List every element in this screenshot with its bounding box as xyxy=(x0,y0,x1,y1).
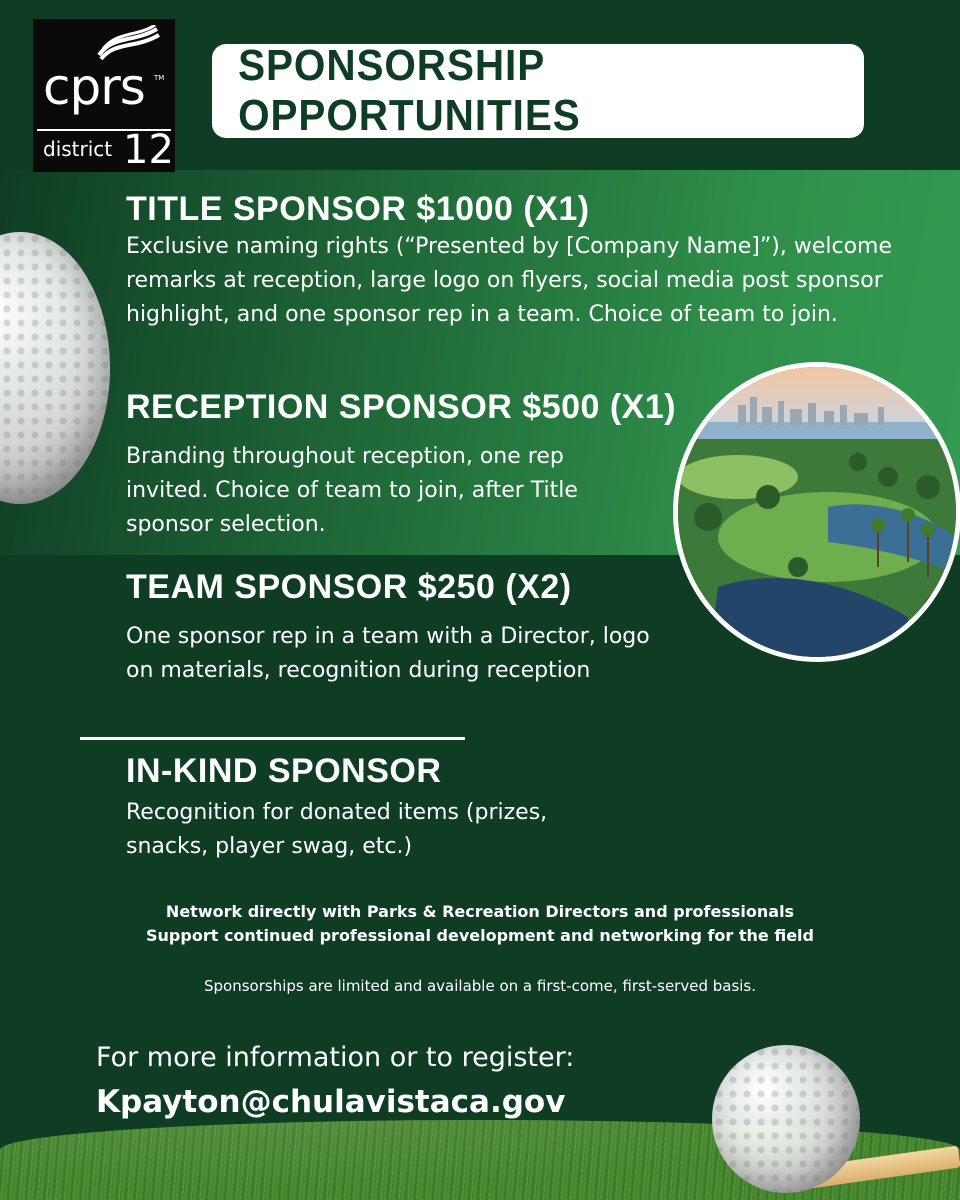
logo-tm: TM xyxy=(154,74,165,82)
logo-number: 12 xyxy=(123,127,174,173)
logo-district: district xyxy=(43,137,113,161)
golf-ball-image-right xyxy=(712,1045,860,1193)
title-banner xyxy=(212,41,864,140)
contact-email-link[interactable]: Kpayton@chulavistaca.gov xyxy=(96,1084,566,1120)
title-sponsor-heading: TITLE SPONSOR $1000 (X1) xyxy=(126,190,590,228)
page-title: SPONSORSHIP OPPORTUNITIES xyxy=(238,41,581,140)
reception-sponsor-description: Branding throughout reception, one rep invited. Choice of team to join, after Title sponsor selection. xyxy=(126,444,578,537)
logo-brand: cprs xyxy=(43,58,145,116)
benefit-networking: Network directly with Parks & Recreation Directors and professionals xyxy=(165,902,795,921)
team-sponsor-heading: TEAM SPONSOR $250 (X2) xyxy=(126,568,572,606)
in-kind-sponsor-heading: IN-KIND SPONSOR xyxy=(126,752,442,790)
team-sponsor-description: One sponsor rep in a team with a Director, logo on materials, recognition during reception xyxy=(126,624,650,683)
in-kind-sponsor-description: Recognition for donated items (prizes, snacks, player swag, etc.) xyxy=(126,800,548,859)
section-divider xyxy=(80,737,465,740)
contact-label: For more information or to register: xyxy=(96,1042,575,1073)
availability-note: Sponsorships are limited and available on a first-come, first-served basis. xyxy=(203,977,757,995)
benefit-development: Support continued professional development and networking for the field xyxy=(146,926,814,945)
golf-course-illustration xyxy=(678,367,960,662)
flag-icon xyxy=(93,25,163,61)
golf-course-photo xyxy=(673,362,960,662)
title-sponsor-description: Exclusive naming rights (“Presented by [Company Name]”), welcome remarks at reception, large logo on flyers, social media post sponsor highlight, and one sponsor rep in a team. Choice of team to join. xyxy=(126,234,892,327)
cprs-district-12-logo xyxy=(33,19,175,172)
reception-sponsor-heading: RECEPTION SPONSOR $500 (X1) xyxy=(126,388,677,426)
